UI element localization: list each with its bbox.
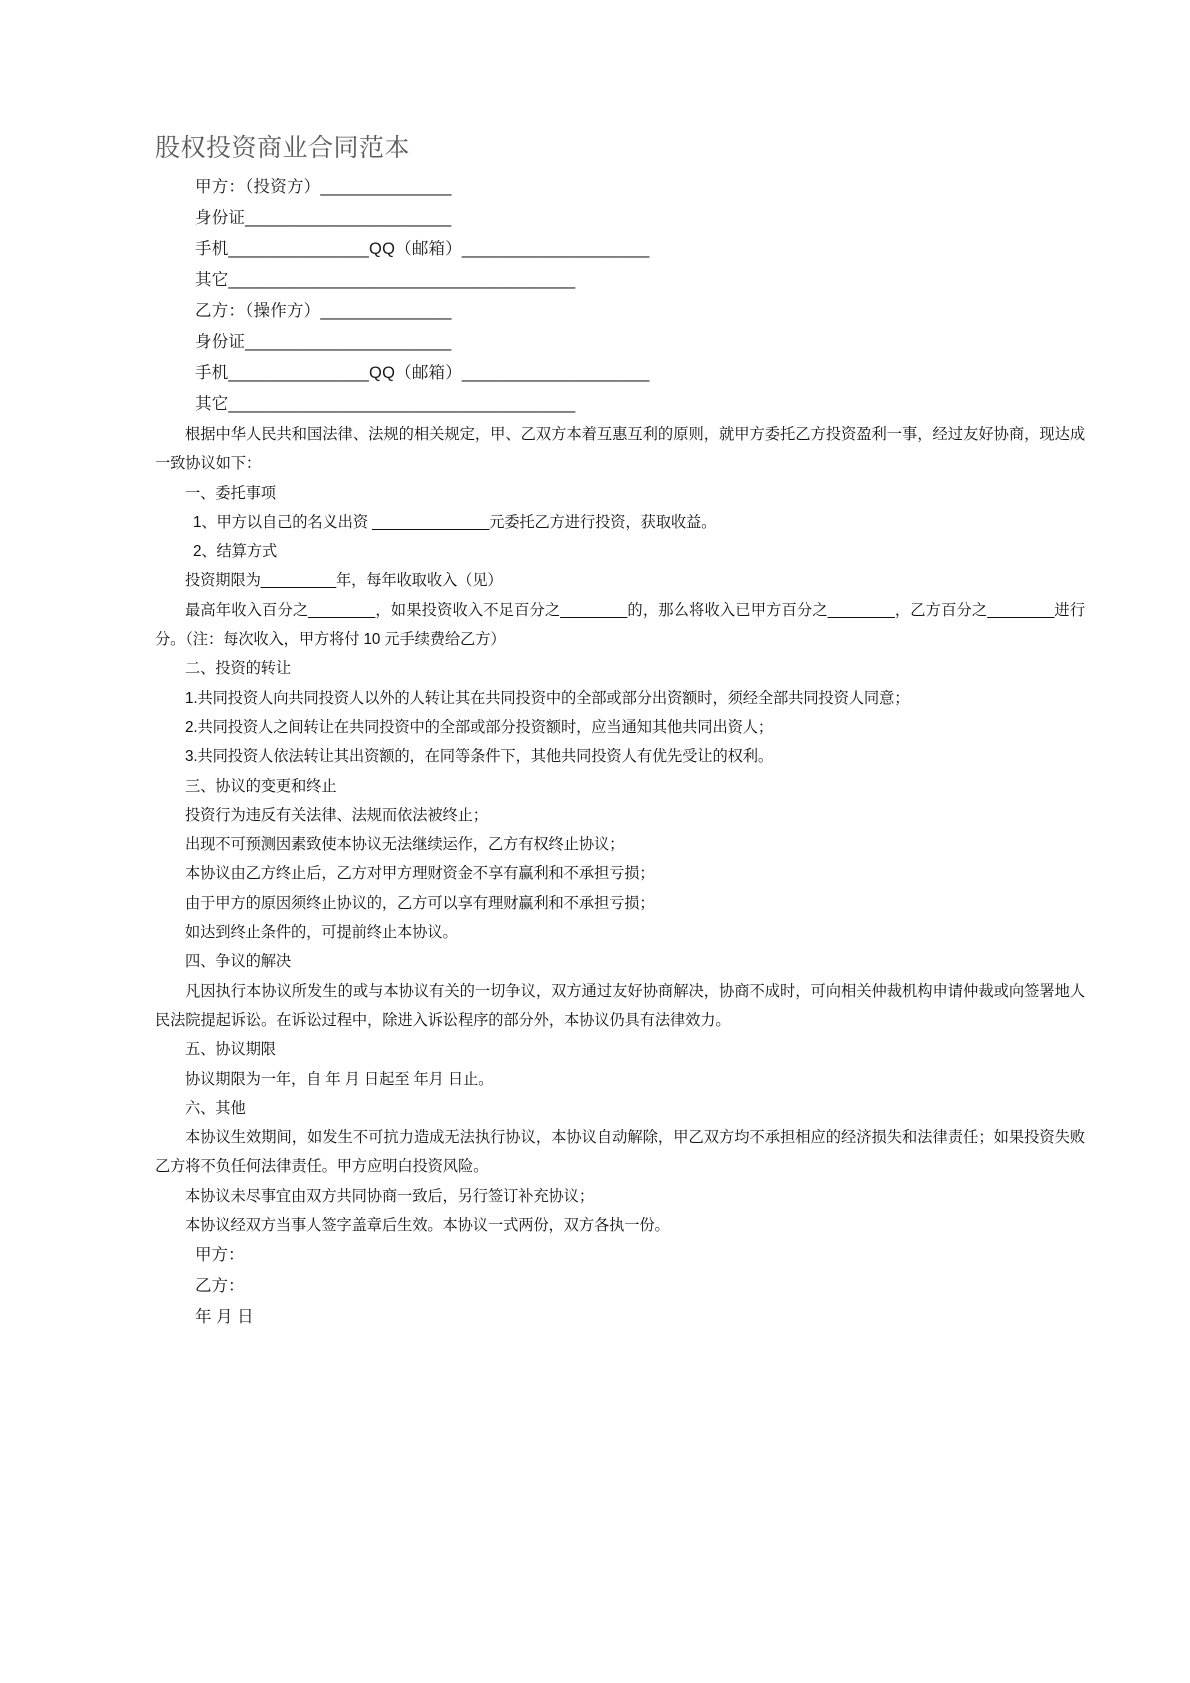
section-heading-1: 一、委托事项: [185, 484, 276, 502]
section-2-paragraph-2: 2.共同投资人之间转让在共同投资中的全部或部分投资额时，应当通知其他共同出资人；: [185, 718, 774, 736]
party-b-other-field[interactable]: 其它_____________________________________: [195, 395, 576, 413]
signature-block: [155, 1240, 1085, 1333]
section-1-paragraph-1: 投资期限为_________年，每年收取收入（见）: [185, 572, 503, 590]
section-6-paragraph-2: 本协议未尽事宜由双方共同协商一致后，另行签订补充协议；: [185, 1187, 594, 1205]
preamble-paragraph: 根据中华人民共和国法律、法规的相关规定，甲、乙双方本着互惠互利的原则，就甲方委托乙方投资盈利一事，经过友好协商，现达成一致协议如下：: [155, 426, 1085, 473]
section-6-paragraph-1: 本协议生效期间，如发生不可抗力造成无法执行协议，本协议自动解除，甲乙双方均不承担相应的经济损失和法律责任；如果投资失败乙方将不负任何法律责任。甲方应明白投资风险。: [155, 1129, 1085, 1176]
section-3-paragraph-5: 如达到终止条件的，可提前终止本协议。: [185, 924, 458, 942]
document-content: [155, 132, 1085, 1333]
section-3-paragraph-2: 出现不可预测因素致使本协议无法继续运作，乙方有权终止协议；: [185, 836, 625, 854]
party-a-name-field[interactable]: 甲方：（投资方）______________: [195, 178, 452, 196]
section-1-item-2: 2、结算方式: [193, 543, 278, 561]
section-6-paragraph-3: 本协议经双方当事人签字盖章后生效。本协议一式两份，双方各执一份。: [185, 1217, 670, 1235]
signature-date[interactable]: 年 月 日: [195, 1308, 254, 1327]
section-2-paragraph-3: 3.共同投资人依法转让其出资额的，在同等条件下，其他共同投资人有优先受让的权利。: [185, 748, 774, 766]
section-3-paragraph-3: 本协议由乙方终止后，乙方对甲方理财资金不享有赢利和不承担亏损；: [185, 865, 655, 883]
party-a-block: [155, 172, 1085, 296]
section-heading-3: 三、协议的变更和终止: [185, 777, 337, 795]
signature-party-b[interactable]: 乙方：: [195, 1277, 245, 1296]
section-3-paragraph-1: 投资行为违反有关法律、法规而依法被终止；: [185, 806, 488, 824]
party-b-phone-qq-field[interactable]: 手机_______________QQ（邮箱）____________________: [195, 364, 650, 382]
party-b-id-field[interactable]: 身份证______________________: [195, 333, 452, 351]
party-a-id-field[interactable]: 身份证______________________: [195, 209, 452, 227]
section-heading-4: 四、争议的解决: [185, 953, 292, 971]
party-a-other-field[interactable]: 其它_____________________________________: [195, 271, 576, 289]
signature-party-a[interactable]: 甲方：: [195, 1246, 245, 1265]
section-3-paragraph-4: 由于甲方的原因须终止协议的，乙方可以享有理财赢利和不承担亏损；: [185, 894, 655, 912]
section-2-paragraph-1: 1.共同投资人向共同投资人以外的人转让其在共同投资中的全部或部分出资额时，须经全部共同投资人同意；: [185, 689, 910, 707]
party-b-block: [155, 296, 1085, 420]
section-4-paragraph-1: 凡因执行本协议所发生的或与本协议有关的一切争议，双方通过友好协商解决，协商不成时，可向相关仲裁机构申请仲裁或向签署地人民法院提起诉讼。在诉讼过程中，除进入诉讼程序的部分外，本协议仍具有法律效力。: [155, 982, 1085, 1029]
party-a-phone-qq-field[interactable]: 手机_______________QQ（邮箱）____________________: [195, 240, 650, 258]
section-heading-6: 六、其他: [185, 1099, 246, 1117]
section-1-paragraph-2: 最高年收入百分之________，如果投资收入不足百分之________的，那么将收入已甲方百分之________，乙方百分之________进行分。（注：每次收入，甲方将付 10 元手续费给乙方）: [155, 601, 1085, 649]
page-title: 股权投资商业合同范本: [155, 135, 411, 162]
section-heading-5: 五、协议期限: [185, 1041, 276, 1059]
section-5-paragraph-1: 协议期限为一年，自 年 月 日起至 年月 日止。: [185, 1070, 494, 1088]
party-b-name-field[interactable]: 乙方：（操作方）______________: [195, 302, 452, 320]
section-1-item-1: 1、甲方以自己的名义出资 ______________元委托乙方进行投资，获取收益。: [193, 513, 717, 531]
section-heading-2: 二、投资的转让: [185, 660, 292, 678]
